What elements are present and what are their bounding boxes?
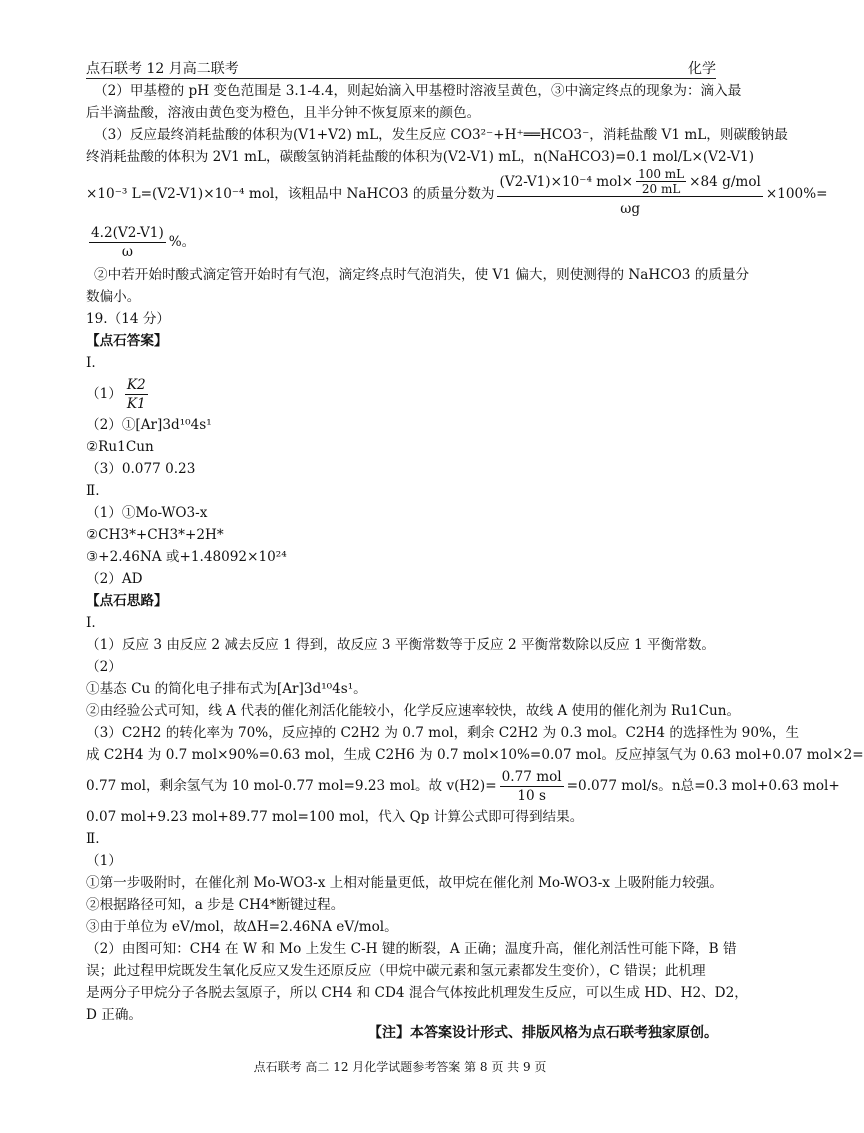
text-line: （3）反应最终消耗盐酸的体积为(V1+V2) mL，发生反应 CO3²⁻+H⁺══HCO3⁻，消耗盐酸 V1 mL，则碳酸钠最 xyxy=(94,127,788,143)
text-line: ①基态 Cu 的简化电子排布式为[Ar]3d¹⁰4s¹。 xyxy=(86,681,367,697)
header-subject: 化学 xyxy=(688,61,716,77)
question-number: 19.（14 分） xyxy=(86,311,171,327)
text-line: （2）由图可知：CH4 在 W 和 Mo 上发生 C-H 键的断裂，A 正确；温度升高，催化剂活性可能下降，B 错 xyxy=(86,941,737,957)
text-line: Ⅰ. xyxy=(86,355,96,371)
text-line: 终消耗盐酸的体积为 2V1 mL，碳酸氢钠消耗盐酸的体积为(V2-V1) mL，n(NaHCO3)=0.1 mol/L×(V2-V1) xyxy=(86,149,755,165)
text-segment: %。 xyxy=(168,234,196,250)
page-content xyxy=(86,80,864,1026)
text-line: （2）甲基橙的 pH 变色范围是 3.1-4.4，则起始滴入甲基橙时溶液呈黄色，③中滴定终点的现象为：滴入最 xyxy=(94,83,742,99)
text-line: 误；此过程甲烷既发生氧化反应又发生还原反应（甲烷中碳元素和氢元素都发生变价），C 错误；此机理 xyxy=(86,963,706,979)
text-segment: =0.077 mol/s。n总=0.3 mol+0.63 mol+ xyxy=(566,778,840,794)
equilibrium-ratio xyxy=(86,374,716,414)
rate-formula xyxy=(86,766,840,806)
text-line: ①第一步吸附时，在催化剂 Mo-WO3-x 上相对能量更低，故甲烷在催化剂 Mo-WO3-x 上吸附能力较强。 xyxy=(86,875,724,891)
page-footer: 点石联考 高二 12 月化学试题参考答案 第 8 页 共 9 页 xyxy=(253,1060,547,1074)
text-line: ③+2.46NA 或+1.48092×10²⁴ xyxy=(86,549,287,565)
mass-fraction-result xyxy=(86,220,716,264)
text-line: ②由经验公式可知，线 A 代表的催化剂活化能较小，化学反应速率较快，故线 A 使用的催化剂为 Ru1Cun。 xyxy=(86,703,741,719)
fraction-numerator: K2 xyxy=(126,376,146,393)
fraction-denominator: K1 xyxy=(126,395,146,412)
text-line: （1）反应 3 由反应 2 减去反应 1 得到，故反应 3 平衡常数等于反应 2 平衡常数除以反应 1 平衡常数。 xyxy=(86,637,715,653)
fraction-denominator: ω xyxy=(121,243,133,260)
text-line: （3）0.077 0.23 xyxy=(86,461,196,477)
text-line: ②中若开始时酸式滴定管开始时有气泡，滴定终点时气泡消失，使 V1 偏大，则使测得的 NaHCO3 的质量分 xyxy=(94,267,750,283)
text-line: （1） xyxy=(86,853,122,869)
mass-fraction-formula xyxy=(86,167,828,220)
text-line: 是两分子甲烷分子各脱去氢原子，所以 CH4 和 CD4 混合气体按此机理发生反应，可以生成 HD、H2、D2， xyxy=(86,985,748,1001)
text-line: ②CH3*+CH3*+2H* xyxy=(86,527,224,543)
text-line: Ⅱ. xyxy=(86,831,100,847)
text-segment: ×10⁻³ L=(V2-V1)×10⁻⁴ mol，该粗品中 NaHCO3 的质量分数为 xyxy=(86,186,495,202)
fraction xyxy=(125,376,148,413)
fraction-numerator xyxy=(497,167,762,197)
fraction-denominator: 10 s xyxy=(517,787,546,804)
text-line: （2） xyxy=(86,659,122,675)
section-answer-heading: 【点石答案】 xyxy=(86,333,168,349)
text-line: 数偏小。 xyxy=(86,289,141,305)
section-thinking-heading: 【点石思路】 xyxy=(86,593,168,609)
text-line: （2）①[Ar]3d¹⁰4s¹ xyxy=(86,417,212,433)
text-line: 后半滴盐酸，溶液由黄色变为橙色，且半分钟不恢复原来的颜色。 xyxy=(86,105,481,121)
numerator-part: ×84 g/mol xyxy=(689,173,761,190)
fraction-denominator: ωg xyxy=(620,201,641,217)
fraction-numerator: 4.2(V2-V1) xyxy=(91,224,164,241)
text-line: Ⅱ. xyxy=(86,483,100,499)
inner-fraction xyxy=(636,167,686,196)
text-line: （1）①Mo-WO3-x xyxy=(86,505,208,521)
text-line: （2）AD xyxy=(86,571,143,587)
text-segment: 0.77 mol，剩余氢气为 10 mol-0.77 mol=9.23 mol。故 v(H2)= xyxy=(86,778,497,794)
page-header xyxy=(86,58,716,79)
text-segment: ×100%= xyxy=(765,186,828,202)
text-line: Ⅰ. xyxy=(86,615,96,631)
copyright-note: 【注】本答案设计形式、排版风格为点石联考独家原创。 xyxy=(368,1025,718,1041)
text-line: 成 C2H4 为 0.7 mol×90%=0.63 mol，生成 C2H6 为 0.7 mol×10%=0.07 mol。反应掉氢气为 0.63 mol+0.07 mol×2= xyxy=(86,747,864,763)
inner-numerator: 100 mL xyxy=(638,167,685,181)
text-segment: （1） xyxy=(86,386,122,402)
fraction xyxy=(500,768,564,805)
text-line: ②Ru1Cun xyxy=(86,439,154,455)
text-line: D 正确。 xyxy=(86,1007,143,1023)
fraction-numerator: 0.77 mol xyxy=(501,768,562,785)
header-exam-name: 点石联考 12 月高二联考 xyxy=(86,61,239,77)
text-line: ③由于单位为 eV/mol，故ΔH=2.46NA eV/mol。 xyxy=(86,919,398,935)
text-line: ②根据路径可知，a 步是 CH4*断键过程。 xyxy=(86,897,345,913)
text-line: （3）C2H2 的转化率为 70%，反应掉的 C2H2 为 0.7 mol，剩余 C2H2 为 0.3 mol。C2H4 的选择性为 90%，生 xyxy=(86,725,800,741)
fraction xyxy=(89,224,166,261)
text-line: 0.07 mol+9.23 mol+89.77 mol=100 mol，代入 Qp 计算公式即可得到结果。 xyxy=(86,809,584,825)
fraction xyxy=(497,167,762,221)
numerator-part: (V2-V1)×10⁻⁴ mol× xyxy=(499,173,634,190)
inner-denominator: 20 mL xyxy=(641,182,681,196)
